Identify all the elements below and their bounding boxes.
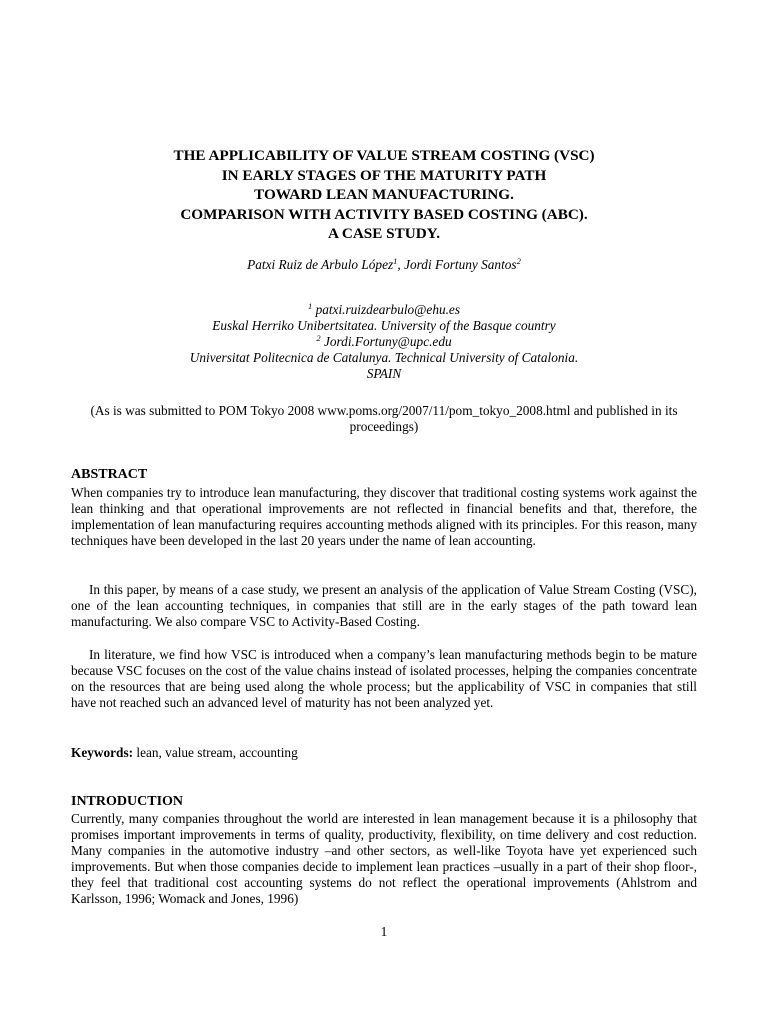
author-1: Patxi Ruiz de Arbulo López [247,257,394,272]
institution-1: Euskal Herriko Unibertsitatea. University of the Basque country [212,318,556,333]
introduction-heading: INTRODUCTION [71,794,184,809]
abstract-paragraph-1: When companies try to introduce lean manufacturing, they discover that traditional costing systems work against the lean thinking and that operational improvements are not reflected in financial benefits and that, therefore, the implementation of lean manufacturing requires accounting methods aligned with its principles. For this reason, many techniques have been developed in the last 20 years under the name of lean accounting. [71,485,697,548]
author-1-affiliation-mark: 1 [393,256,398,266]
author-2-affiliation-mark: 2 [516,256,521,266]
title-line-1: THE APPLICABILITY OF VALUE STREAM COSTING (VSC) [173,147,595,164]
keywords-label: Keywords: [71,745,134,760]
title-line-5: A CASE STUDY. [327,225,441,242]
affiliation-email-1-line [0,302,768,318]
submission-note: (As is was submitted to POM Tokyo 2008 www.poms.org/2007/11/pom_tokyo_2008.html and published in its proceedings) [90,403,678,434]
introduction-paragraph-1: Currently, many companies throughout the world are interested in lean management because it is a philosophy that promises important improvements in terms of quality, productivity, flexibility, on time delivery and cost reduction. Many companies in the automotive industry –and other sectors, as well-like Toyota have yet experienced such improvements. But when those companies decide to implement lean practices –usually in a part of their shop floor-, they feel that traditional cost accounting systems do not reflect the operational improvements (Ahlstrom and Karlsson, 1996; Womack and Jones, 1996) [71,811,697,906]
keywords-text: lean, value stream, accounting [133,745,298,760]
author-separator: , [397,257,405,272]
affiliation-mark-1: 1 [307,301,313,311]
affiliations [0,302,768,382]
title-line-3: TOWARD LEAN MANUFACTURING. [254,186,514,203]
author-2: Jordi Fortuny Santos [404,257,517,272]
email-2: Jordi.Fortuny@upc.edu [323,334,452,349]
title-line-2: IN EARLY STAGES OF THE MATURITY PATH [221,166,547,184]
keywords-line [71,745,697,761]
paper-title [0,146,768,244]
email-1: patxi.ruizdearbulo@ehu.es [315,302,461,317]
page-number: 1 [380,924,388,939]
affiliation-email-2-line [0,334,768,350]
country: SPAIN [366,366,402,381]
abstract-paragraph-2: In this paper, by means of a case study, we present an analysis of the application of Value Stream Costing (VSC), one of the lean accounting techniques, in companies that still are in the early stages of the path toward lean manufacturing. We also compare VSC to Activity-Based Costing. [71,582,697,629]
affiliation-mark-2: 2 [316,333,321,343]
author-list [0,256,768,274]
title-line-4: COMPARISON WITH ACTIVITY BASED COSTING (ABC). [180,205,588,223]
abstract-heading: ABSTRACT [71,467,148,482]
abstract-paragraph-3: In literature, we find how VSC is introduced when a company’s lean manufacturing methods begin to be mature because VSC focuses on the cost of the value chains instead of isolated processes, helping the companies concentrate on the resources that are being used along the whole process; but the applicability of VSC in companies that still have not reached such an advanced level of maturity has not been analyzed yet. [71,647,697,710]
institution-2: Universitat Politecnica de Catalunya. Technical University of Catalonia. [189,350,579,365]
